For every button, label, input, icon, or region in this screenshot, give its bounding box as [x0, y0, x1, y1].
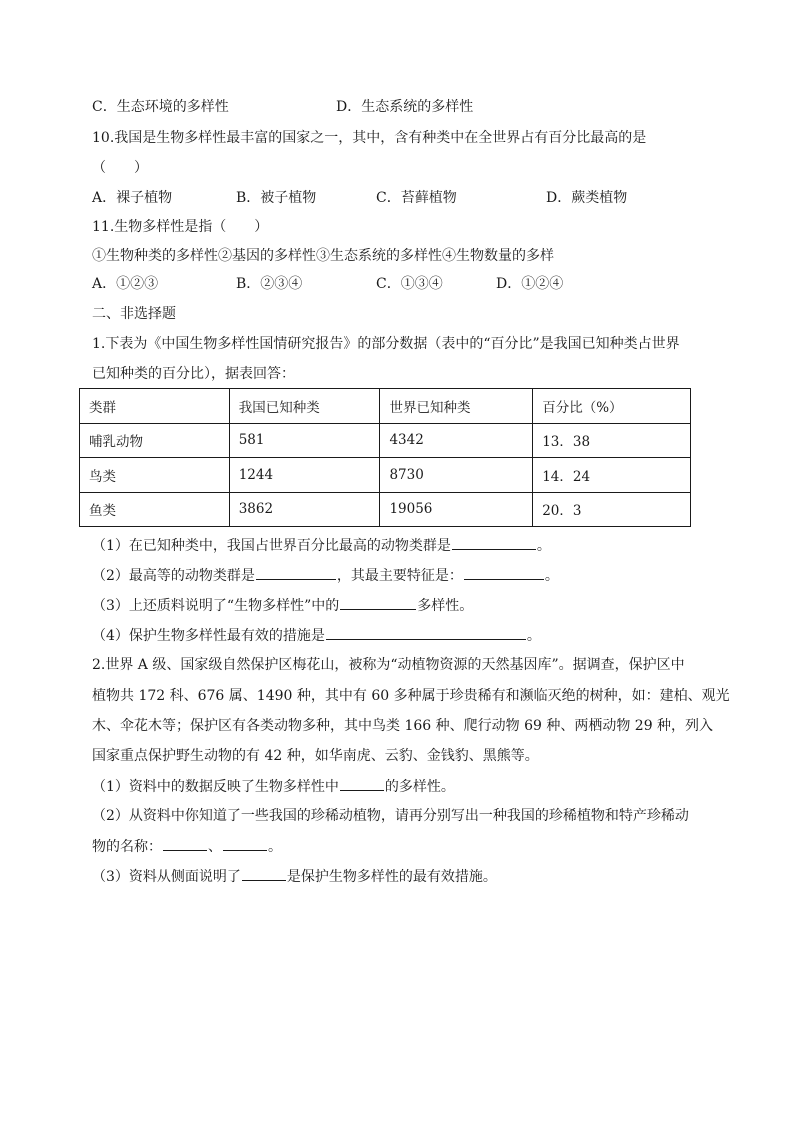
answer-blank[interactable]	[452, 535, 536, 550]
p1-sub1-end: 。	[536, 538, 551, 554]
p2-sub2-line1: （2）从资料中你知道了一些我国的珍稀动植物，请再分别写出一种我国的珍稀植物和特产珍稀动	[92, 808, 689, 824]
q10-option-a: A．裸子植物	[92, 190, 173, 206]
table-cell: 14．24	[533, 458, 691, 493]
table-cell: 581	[229, 423, 380, 458]
table-cell: 19056	[380, 492, 533, 527]
p1-sub4	[92, 625, 541, 646]
p2-sub2-sep: 、	[208, 839, 222, 855]
p1-sub2-text: （2）最高等的动物类群是	[92, 568, 255, 584]
table-cell: 3862	[229, 492, 380, 527]
q10-option-d: D．蕨类植物	[546, 190, 628, 206]
table-header-cell: 百分比（%）	[533, 389, 691, 424]
p1-sub4-text: （4）保护生物多样性最有效的措施是	[92, 628, 325, 644]
p2-sub1-text: （1）资料中的数据反映了生物多样性中	[92, 779, 339, 795]
p1-stem-line2: 已知种类的百分比），据表回答：	[92, 366, 295, 382]
p2-line4: 国家重点保护野生动物的有 42 种，如华南虎、云豹、金钱豹、黑熊等。	[92, 748, 539, 764]
p2-sub2-text: 物的名称：	[92, 839, 162, 855]
p1-sub3-text: （3）上还质料说明了“生物多样性”中的	[92, 598, 340, 614]
answer-blank[interactable]	[163, 836, 207, 851]
q11-option-d: D．①②④	[496, 276, 564, 292]
answer-blank[interactable]	[340, 595, 416, 610]
table-cell: 8730	[380, 458, 533, 493]
q10-option-c: C．苔藓植物	[376, 190, 457, 206]
table-cell: 鸟类	[80, 458, 230, 493]
p2-sub3-text: （3）资料从侧面说明了	[92, 869, 241, 885]
section-title: 二、非选择题	[92, 306, 176, 322]
answer-blank[interactable]	[464, 565, 544, 580]
p2-sub3	[92, 866, 497, 887]
table-row	[80, 492, 691, 527]
p1-stem-line1: 1.下表为《中国生物多样性国情研究报告》的部分数据（表中的“百分比”是我国已知种类占世界	[92, 336, 680, 352]
table-header-row	[80, 389, 691, 424]
p1-sub1-text: （1）在已知种类中，我国占世界百分比最高的动物类群是	[92, 538, 451, 554]
p1-sub2	[92, 565, 559, 586]
p2-sub1-end: 的多样性。	[384, 779, 455, 795]
q11-option-b: B．②③④	[236, 276, 303, 292]
q9-option-c: C．生态环境的多样性	[92, 99, 229, 115]
p2-line2: 植物共 172 科、676 属、1490 种，其中有 60 多种属于珍贵稀有和濒临灭绝的树种，如：建柏、观光	[92, 688, 730, 704]
table-header-cell: 世界已知种类	[380, 389, 533, 424]
table-header-cell: 类群	[80, 389, 230, 424]
p2-sub2-line2	[92, 836, 282, 857]
q10-stem: 10.我国是生物多样性最丰富的国家之一，其中，含有种类中在全世界占有百分比最高的是	[92, 130, 647, 146]
p2-line1: 2.世界 A 级、国家级自然保护区梅花山，被称为“动植物资源的天然基因库”。据调查，保护区中	[92, 657, 685, 673]
table-header-cell: 我国已知种类	[229, 389, 380, 424]
data-table	[79, 388, 691, 527]
answer-blank[interactable]	[340, 776, 384, 791]
q10-answer-paren: （ ）	[92, 160, 148, 176]
q10-option-b: B．被子植物	[236, 190, 317, 206]
answer-blank[interactable]	[242, 866, 286, 881]
table-cell: 4342	[380, 423, 533, 458]
table-cell: 鱼类	[80, 492, 230, 527]
p2-sub2-end: 。	[268, 839, 282, 855]
p2-line3: 木、伞花木等；保护区有各类动物多种，其中鸟类 166 种、爬行动物 69 种、两栖动物 29 种，列入	[92, 718, 714, 734]
p1-sub3	[92, 595, 473, 616]
answer-blank[interactable]	[326, 625, 526, 640]
p1-sub3-end: 多样性。	[417, 598, 474, 614]
table-row	[80, 423, 691, 458]
q11-option-a: A．①②③	[92, 276, 159, 292]
table-cell: 1244	[229, 458, 380, 493]
answer-blank[interactable]	[223, 836, 267, 851]
table-cell: 哺乳动物	[80, 423, 230, 458]
table-row	[80, 458, 691, 493]
p1-sub2-mid: ，其最主要特征是：	[336, 568, 463, 584]
p1-sub2-end: 。	[544, 568, 559, 584]
q11-option-c: C．①③④	[376, 276, 443, 292]
table-cell: 13．38	[533, 423, 691, 458]
q11-items: ①生物种类的多样性②基因的多样性③生态系统的多样性④生物数量的多样	[92, 248, 554, 264]
p2-sub3-end: 是保护生物多样性的最有效措施。	[286, 869, 497, 885]
answer-blank[interactable]	[256, 565, 336, 580]
p1-sub4-end: 。	[526, 628, 541, 644]
q11-stem: 11.生物多样性是指（ ）	[92, 219, 269, 235]
q9-option-d: D．生态系统的多样性	[336, 99, 474, 115]
p2-sub1	[92, 776, 455, 797]
table-cell: 20．3	[533, 492, 691, 527]
p1-sub1	[92, 535, 551, 556]
